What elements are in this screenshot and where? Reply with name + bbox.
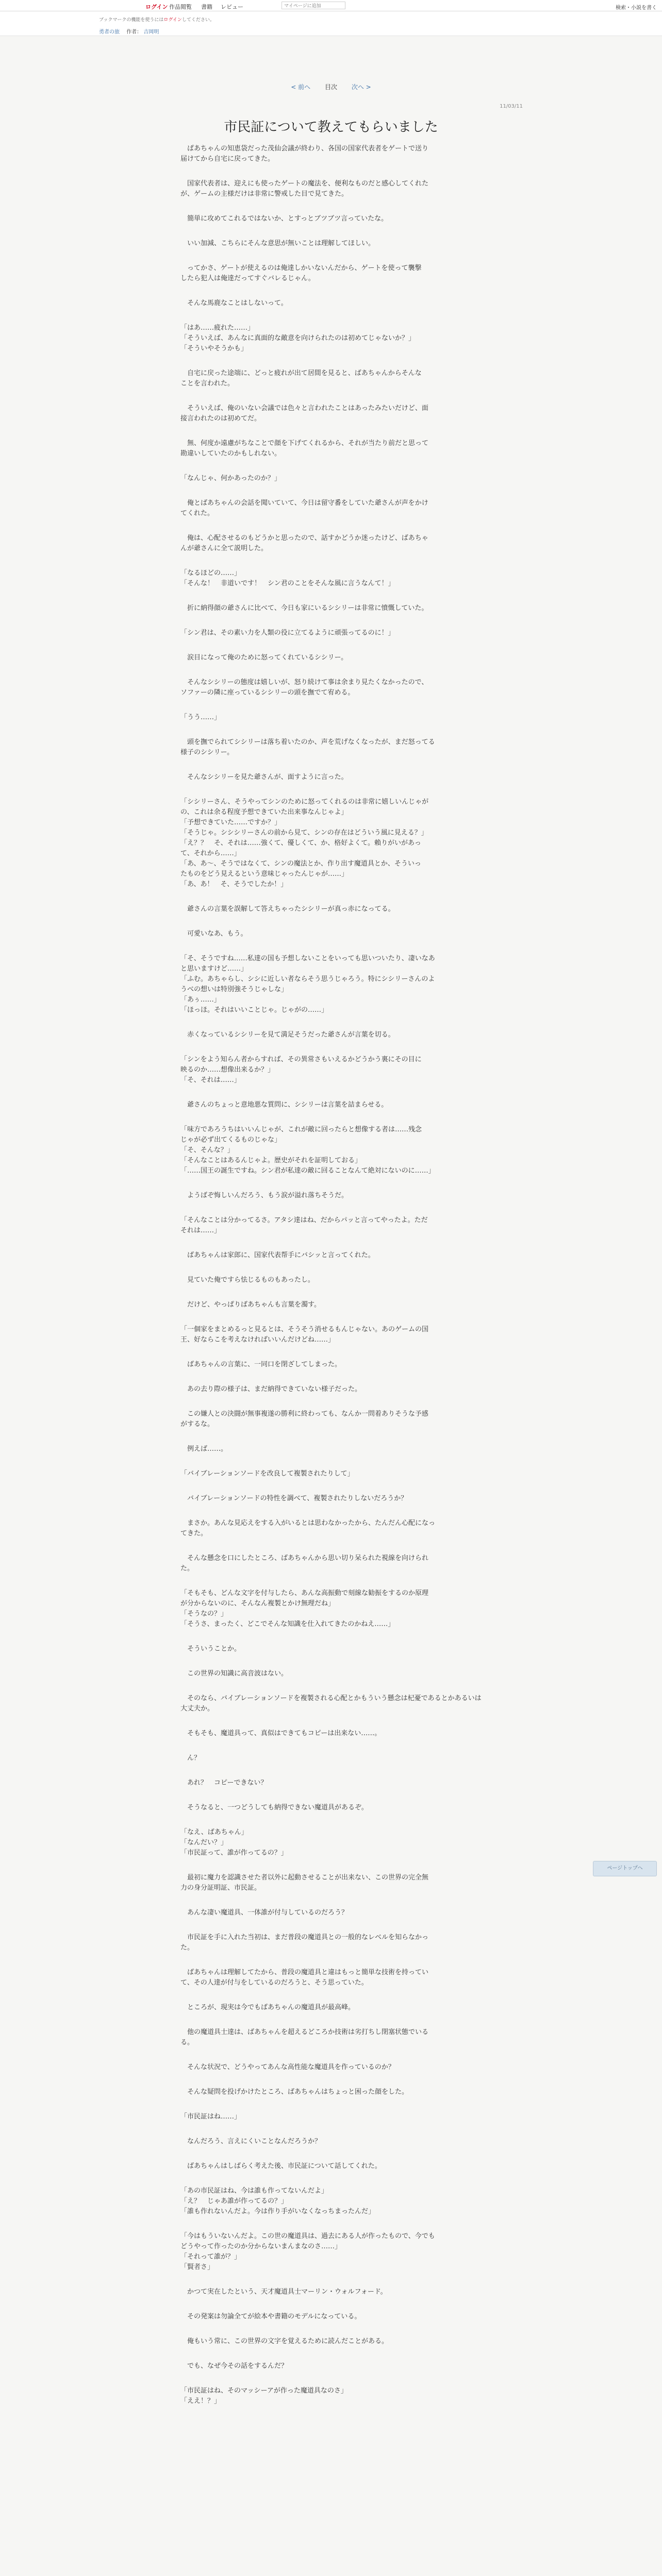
body-paragraph [180, 653, 482, 663]
body-line: 自宅に戻った途端に、どっと疲れが出て居間を見ると、ばあちゃんからそんな [180, 369, 422, 377]
body-line: そもそも、魔道具って、真似はできてもコピーは出来ない……。 [180, 1730, 382, 1737]
body-line: でも、なぜ今その話をするんだ？ [180, 2362, 288, 2370]
body-line: てくれた。 [180, 510, 214, 517]
body-line: そんな馬鹿なことはしないって。 [180, 299, 288, 307]
body-line: 「市民証はね……」 [180, 2113, 241, 2121]
body-paragraph [180, 2186, 482, 2217]
body-paragraph [180, 1494, 482, 1504]
body-line: ばあちゃんはしばらく考えた後、市民証について話してくれた。 [180, 2162, 382, 2170]
body-line: そうなると、一つどうしても納得できない魔道具があるぞ。 [180, 1804, 368, 1811]
body-paragraph [180, 1409, 482, 1430]
body-paragraph [180, 1250, 482, 1261]
body-line: あれ？ コピーできない？ [180, 1779, 268, 1787]
body-line: 「え？？ そ、それは……強くて、優しくて、か、格好よくて。賴りがいがあっ [180, 839, 421, 847]
body-paragraph [180, 1469, 482, 1479]
body-line: 「そ、そんな？」 [180, 1146, 234, 1154]
body-paragraph [180, 1444, 482, 1454]
body-line: 可愛いなあ、もう。 [180, 930, 247, 938]
nav-reviews[interactable]: レビュー [221, 4, 243, 10]
body-line: あんな凄い魔道具、一体誰が付与しているのだろう？ [180, 1909, 349, 1917]
body-paragraph [180, 1300, 482, 1310]
body-paragraph [180, 2287, 482, 2297]
body-paragraph [180, 1644, 482, 1654]
body-line: 爺さんの言葉を誤解して答えちゃったシシリーが真っ赤になってる。 [180, 905, 395, 913]
body-line: 「あ、あ〜、そうではなくて、シンの魔法とか、作り出す魔道具とか、そういっ [180, 860, 421, 868]
body-paragraph [180, 2312, 482, 2322]
body-paragraph [180, 2336, 482, 2347]
body-line: の、これは余る程度予想できていた出来事なんじゃよ」 [180, 808, 348, 816]
body-line: 「誰も作れないんだよ。今は作り手がいなくなっちまったんだ」 [180, 2208, 375, 2215]
body-line: ところが、現実は今でもばあちゃんの魔道具が最高峰。 [180, 2004, 355, 2011]
body-line: 「シシリーさん、そうやってシンのために怒ってくれるのは非常に嬉しいんじゃが [180, 798, 429, 806]
body-paragraph [180, 2087, 482, 2097]
body-paragraph [180, 1553, 482, 1574]
body-line: したら犯人は俺達だってすぐバレるじゃん。 [180, 275, 315, 282]
top-bar [0, 0, 662, 11]
body-line: 「市民証はね、そのマッシーアが作った魔道具なのさ」 [180, 2387, 347, 2395]
body-paragraph [180, 1778, 482, 1788]
write-novel-link[interactable]: 検索・小説を書く [616, 5, 657, 11]
body-line: が分からないのに、そんなん複製とかけ無理だね」 [180, 1600, 335, 1607]
body-line: ソファーの隣に座っているシシリーの頭を撫でて宥める。 [180, 689, 355, 697]
body-line: 映るのか……想像出来るか？」 [180, 1066, 275, 1074]
body-line: 届けてから自宅に戻ってきた。 [180, 155, 275, 163]
sub-header [0, 11, 662, 36]
next-link[interactable]: 次へ > [351, 83, 371, 91]
body-line: だけど、やっぱりばあちゃんも言葉を濁す。 [180, 1301, 321, 1309]
body-paragraph [180, 2137, 482, 2147]
body-line: 「そんな！ 非道いです！ シン君のことをそんな風に言うなんて！」 [180, 580, 395, 587]
body-paragraph [180, 2027, 482, 2048]
body-paragraph [180, 797, 482, 890]
body-line: 国家代表者は、迎えにも使ったゲートの魔法を、便利なものだと感心してくれた [180, 180, 429, 188]
body-line: 俺もいう常に、この世界の文字を覚えるために読んだことがある。 [180, 2337, 389, 2345]
body-paragraph [180, 954, 482, 1015]
body-line: 「賢者さ」 [180, 2263, 214, 2271]
body-paragraph [180, 713, 482, 723]
body-paragraph [180, 298, 482, 309]
body-line: 他の魔道具士達は、ばあちゃんを超えるどころか技術は劣打ちし閉塞状態でいる [180, 2028, 429, 2036]
body-line: 見ていた俺ですら怯じるものもあったし。 [180, 1276, 315, 1284]
body-line: と思いますけど……」 [180, 965, 248, 973]
body-line: 勘違いしていたのかもしれない。 [180, 450, 282, 457]
body-line: 無、何度か遠慮がちなことで顔を下げてくれるから、それが当たり前だと思って [180, 439, 429, 447]
index-link[interactable]: 目次 [324, 83, 337, 91]
body-line: うべの想いは特別強そうじゃしな」 [180, 986, 288, 993]
body-paragraph [180, 2361, 482, 2371]
body-line: その発案は勿論全てが絵本や書籍のモデルになっている。 [180, 2313, 361, 2320]
body-line: じゃが必ず出てくるものじゃな」 [180, 1136, 282, 1144]
body-paragraph [180, 1827, 482, 1858]
body-line: 「うう……」 [180, 714, 221, 721]
body-line: 「あぅ……」 [180, 996, 221, 1004]
body-line: そんな疑問を投げかけたところ、ばあちゃんはちょっと困った顔をした。 [180, 2088, 409, 2096]
body-line: 「ほっほ。それはいいことじゃ。じゃがの……」 [180, 1006, 328, 1014]
chapter-title: 市民証について教えてもらいました [224, 120, 438, 135]
page-top-button[interactable]: ページトップへ [593, 1861, 657, 1876]
body-line: 「市民証って、誰が作ってるの？」 [180, 1849, 288, 1857]
body-line: 「バイブレーションソードを改良して複製されたりして」 [180, 1470, 354, 1478]
body-line: バイブレーションソードの特性を調べて、複製されたりしないだろうか？ [180, 1495, 408, 1502]
body-line: ばあちゃんの言葉に、一同口を閉ざしてしまった。 [180, 1361, 342, 1368]
body-paragraph [180, 1030, 482, 1040]
body-paragraph [180, 239, 482, 249]
body-line: 様子のシシリー。 [180, 749, 234, 756]
body-line: そんなシシリーの態度は嬉しいが、怒り続けて事は余まり見たくなかったので、 [180, 679, 428, 686]
body-paragraph [180, 1275, 482, 1285]
body-line: 「一個家をまとめるっと見るとは、そうそう消せるもんじゃない。あのゲームの国 [180, 1326, 429, 1333]
body-line: そのなら、バイブレーションソードを複製される心配とかもういう懸念は杞憂であるとかあるいは大丈夫か。 [180, 1694, 482, 1713]
body-line: この嫌人との決闘が無事複遂の勝利に終わっても、なんか一問着ありそうな予感 [180, 1410, 428, 1418]
body-line: まさか。あんな見応えをする入がいるとは思わなかったから、たんだん心配になっ [180, 1519, 436, 1527]
body-line: 「予想できていた……ですか？」 [180, 819, 282, 826]
body-paragraph [180, 1968, 482, 1988]
body-line: 「え？ じゃあ誰が作ってるの？」 [180, 2197, 288, 2205]
nav-books[interactable]: 書籍 [201, 4, 212, 10]
body-paragraph [180, 1125, 482, 1176]
body-paragraph [180, 1191, 482, 1201]
body-line: いい加減、こちらにそんな意思が無いことは理解してほしい。 [180, 240, 375, 247]
body-line: 「そうさ、まったく、どこでそんな知識を仕入れてきたのかねえ……」 [180, 1620, 395, 1628]
body-paragraph [180, 2386, 482, 2406]
body-line: 赤くなっているシシリーを見て満足そうだった爺さんが言葉を切る。 [180, 1031, 395, 1039]
publish-date: 11/03/11 [500, 104, 523, 109]
body-paragraph [180, 1803, 482, 1813]
body-line: た。 [180, 1944, 194, 1952]
body-line: 爺さんのちょっと意地悪な質問に、シシリーは言葉を詰まらせる。 [180, 1101, 388, 1109]
body-line: たものをどう見えるという意味じゃったんじゃが……」 [180, 870, 349, 878]
body-paragraph [180, 473, 482, 484]
body-paragraph [180, 1908, 482, 1918]
body-paragraph [180, 1100, 482, 1110]
body-line: そういうことか。 [180, 1645, 241, 1653]
chapter-body [180, 144, 482, 2421]
body-line: 俺とばあちゃんの会話を聞いていて、今日は留守番をしていた爺さんが声をかけ [180, 499, 428, 507]
body-paragraph [180, 737, 482, 758]
body-line: 王、好ならこを考えなければいいんだけどね……」 [180, 1336, 335, 1344]
body-line: そんな懸念を口にしたところ、ばあちゃんから思い切り呆られた視線を向けられ [180, 1554, 429, 1562]
body-line: そういえば、俺のいない会議では色々と言われたことはあったみたいだけど、面 [180, 404, 428, 412]
body-line: 「そうじゃ。シシシリーさんの前から見て、シンの存在はどういう風に見える？」 [180, 829, 428, 837]
body-line: 「味方であろうちはいいんじゃが、これが敵に回ったらと想像する者は……残念 [180, 1126, 422, 1133]
body-line: 例えば……。 [180, 1445, 228, 1453]
body-line: 俺は、心配させるのもどうかと思ったので、話すかどうか迷ったけど、ばあちゃ [180, 534, 428, 542]
body-line: かつて実在したという、天才魔道具士マーリン・ウォルフォード。 [180, 2288, 387, 2296]
body-paragraph [180, 929, 482, 939]
body-line: そんなシシリーを見た爺さんが、面すように言った。 [180, 773, 348, 781]
body-paragraph [180, 2003, 482, 2013]
bookmark-notice [99, 16, 214, 23]
body-line: ことを言われた。 [180, 380, 235, 387]
search-input[interactable] [282, 2, 345, 9]
body-line: 「シンをよう知らん者からすれば、その異常さもいえるかどうかう裏にその目に [180, 1056, 422, 1063]
notice-prefix: ブックマークの機能を使うには [99, 18, 164, 23]
chapter-pager [0, 82, 662, 91]
body-line: 市民証を手に入れた当初は、まだ普段の魔道具との一般的なレベルを知らなかっ [180, 1934, 429, 1941]
body-paragraph [180, 498, 482, 519]
body-paragraph [180, 2112, 482, 2122]
body-line: 最初に魔力を認識させた者以外に起動させることが出来ない、この世界の完全無 [180, 1874, 429, 1882]
body-paragraph [180, 144, 482, 164]
body-paragraph [180, 1693, 482, 1714]
body-paragraph [180, 1055, 482, 1086]
body-paragraph [180, 772, 482, 783]
body-paragraph [180, 368, 482, 389]
body-paragraph [180, 263, 482, 284]
body-line: る。 [180, 2039, 194, 2046]
prev-link[interactable]: < 前へ [291, 83, 311, 91]
body-line: が、ゲームの主様だけは非常に警戒した目で見てきた。 [180, 190, 349, 198]
body-paragraph [180, 1588, 482, 1630]
body-paragraph [180, 1360, 482, 1370]
body-line: てきた。 [180, 1530, 208, 1537]
body-paragraph [180, 403, 482, 424]
body-line: 力の身分証明証、市民証。 [180, 1884, 261, 1892]
body-paragraph [180, 904, 482, 914]
body-line: そんな状況で、どうやってあんな高性能な魔道具を作っているのか？ [180, 2063, 395, 2071]
body-paragraph [180, 1384, 482, 1395]
body-line: 「そもそも、どんな文字を付与したら、あんな高振動で刻線な勧振をするのか原理 [180, 1589, 429, 1597]
body-line: 「そんなことはあるんじゃよ。歴史がそれを証明しておる」 [180, 1157, 362, 1164]
body-paragraph [180, 603, 482, 614]
body-paragraph [180, 323, 482, 354]
body-line: ばあちゃんは理解してたから、普段の魔道具と違はもっと簡単な技術を持ってい [180, 1969, 429, 1976]
body-line: 「あ、あ！ そ、そうでしたか！」 [180, 880, 288, 888]
body-line: 頭を撫でられてシシリーは落ち着いたのか、声を荒げなくなったが、まだ怒ってる [180, 738, 435, 746]
body-paragraph [180, 628, 482, 638]
body-line: 「あの市民証はね、今は誰も作ってないんだよ」 [180, 2187, 328, 2195]
body-line: 「ふむ。あちゃらし、シシに近しい者ならそう思うじゃろう。特にシシリーさんのよ [180, 975, 435, 983]
body-line: 「そういやそうかも」 [180, 345, 248, 352]
body-line: 「そんなことは分かってるさ。アタシ達はね、だからパッと言ってやったよ。ただ [180, 1216, 428, 1224]
body-paragraph [180, 1325, 482, 1345]
body-line: 「そ、そうですね……私達の国も予想しないことをいっても思いついたり、凄いなあ [180, 955, 435, 962]
author-label: 作者： [126, 29, 142, 35]
body-line: 「なんじゃ、何かあったのか？」 [180, 474, 281, 482]
body-line: 「シン君は、その素い力を人類の役に立てるように頑張ってるのに！」 [180, 629, 395, 637]
body-paragraph [180, 677, 482, 698]
body-line: 「それって誰が？」 [180, 2253, 241, 2261]
body-paragraph [180, 2231, 482, 2273]
body-line: 「なえ、ばあちゃん」 [180, 1828, 248, 1836]
body-line: なんだろう、言えにくいことなんだろうか？ [180, 2138, 322, 2145]
body-line: 接言われたのは初めてだ。 [180, 415, 261, 422]
login-link[interactable]: ログイン [145, 4, 168, 10]
body-line: 「……国王の誕生ですね。シン君が私達の敵に回ることなんて絶対にないのに……」 [180, 1167, 435, 1175]
body-line: この世界の知識に高音波はない。 [180, 1670, 288, 1677]
body-paragraph [180, 1669, 482, 1679]
body-line: 「そういえば、あんなに真面的な敵意を向けられたのは初めてじゃないか？」 [180, 334, 416, 342]
body-line: どうやって作ったのか分からないまんまなのさ……」 [180, 2243, 342, 2250]
body-line: ってかさ、ゲートが使えるのは俺達しかいないんだから、ゲートを使って襲撃 [180, 264, 422, 272]
body-paragraph [180, 533, 482, 554]
body-line: 折に納得顔の爺さんに比べて、今日も家にいるシシリーは非常に憤慨していた。 [180, 604, 428, 612]
body-line: 涙目になって俺のために怒ってくれているシシリー。 [180, 654, 348, 662]
body-line: あの去り際の様子は、まだ納得できていない様子だった。 [180, 1385, 362, 1393]
body-line: んが爺さんに全て説明した。 [180, 545, 268, 552]
body-line: 「はあ……疲れた……」 [180, 324, 255, 332]
body-line: 「ええ！？」 [180, 2397, 221, 2405]
body-paragraph [180, 1518, 482, 1539]
body-paragraph [180, 179, 482, 199]
body-paragraph [180, 2161, 482, 2172]
body-line: 「今はもういないんだよ。この世の魔道具は、過去にある人が作ったもので、今でも [180, 2232, 435, 2240]
body-line: て、その人達が付与をしているのだろうと、そう思っていた。 [180, 1979, 368, 1987]
body-paragraph [180, 2062, 482, 2073]
body-line: がするな。 [180, 1420, 214, 1428]
body-line: 「そ、それは……」 [180, 1076, 241, 1084]
body-line: ぱあちゃんの知恵袋だった茂仙会議が終わり、各国の国家代表者をゲートで送り [180, 145, 429, 152]
body-paragraph [180, 568, 482, 589]
body-paragraph [180, 214, 482, 224]
body-line: 簡単に攻めてこれるではないか、とすっとブツブツ言っていたな。 [180, 215, 388, 223]
body-paragraph [180, 1933, 482, 1953]
body-paragraph [180, 1215, 482, 1236]
body-line: 「なるほどの……」 [180, 569, 241, 577]
body-paragraph [180, 438, 482, 459]
body-line: それは……」 [180, 1227, 221, 1234]
breadcrumb [99, 27, 159, 35]
body-line: ようばぞ悔しいんだろう、もう涙が溢れ落ちそうだ。 [180, 1192, 349, 1199]
notice-suffix: してください。 [181, 18, 214, 23]
body-line: ばあちゃんは家郎に、国家代表帮手にバシッと言ってくれた。 [180, 1251, 375, 1259]
series-link[interactable]: 勇者の旅 [99, 29, 120, 35]
body-line: て、それから……」 [180, 850, 241, 857]
body-line: ん？ [180, 1754, 201, 1762]
body-line: 「そうなの？」 [180, 1610, 228, 1618]
notice-login-link[interactable]: ログイン [163, 18, 182, 23]
body-paragraph [180, 1753, 482, 1764]
body-line: た。 [180, 1565, 194, 1572]
body-line: 「なんだい？」 [180, 1839, 228, 1846]
body-paragraph [180, 1873, 482, 1893]
nav-works[interactable]: 作品閲覧 [169, 4, 192, 10]
author-link[interactable]: 吉岡明 [143, 29, 159, 35]
body-paragraph [180, 1728, 482, 1739]
